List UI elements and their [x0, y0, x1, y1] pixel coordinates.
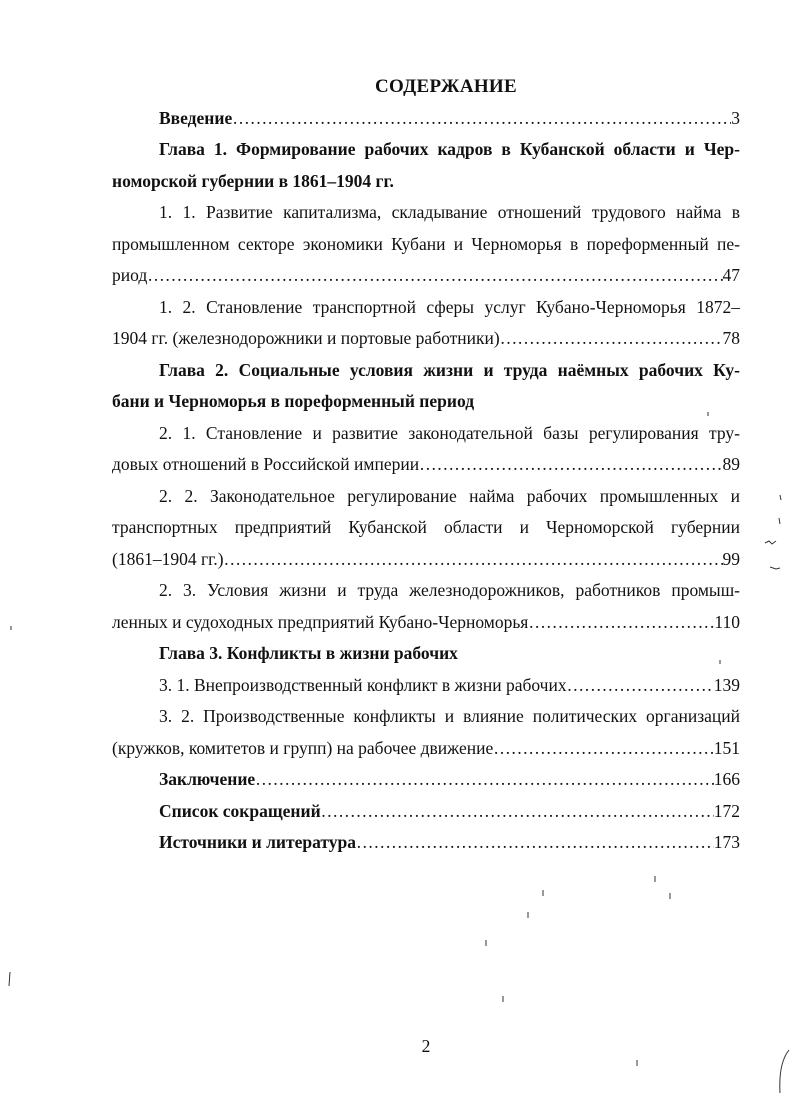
toc-entry-page: 172 — [713, 800, 740, 821]
section-2-3-line1[interactable]: 2. 3. Условия жизни и труда железнодорожников, работников промыш- — [159, 580, 740, 600]
toc-entry-intro[interactable] — [112, 103, 740, 135]
toc-chapter-2 — [112, 355, 740, 639]
section-3-2-line2: (кружков, комитетов и групп) на рабочее движение …………………………………………………………………………………………………………………………………………………………………… 151 — [112, 733, 740, 765]
page-number: 2 — [421, 1036, 431, 1056]
toc-intro — [112, 103, 740, 135]
section-1-2-line2: 1904 гг. (железнодорожники и портовые работники) …………………………………………………………………………………………………………………………………………………………………… 78 — [112, 323, 740, 355]
toc-entry-page: 78 — [722, 328, 740, 348]
section-2-1-line2: довых отношений в Российской империи …………………………………………………………………………………………………………………………………………………………………… 89 — [112, 449, 740, 481]
toc-chapter-1 — [112, 134, 740, 355]
section-2-2-line3: (1861–1904 гг.) …………………………………………………………………………………………………………………………………………………………………… 99 — [112, 544, 740, 576]
section-1-1-line1[interactable]: 1. 1. Развитие капитализма, складывание отношений трудового найма в — [159, 202, 740, 222]
toc-chapter-3 — [112, 638, 740, 859]
chapter-2-title-cont: бани и Черноморья в пореформенный период — [112, 391, 475, 411]
toc-entry-page: 47 — [722, 265, 740, 285]
toc-entry-sources[interactable]: Источники и литература …………………………………………………………………………………………………………………………………………………………………… 173 — [112, 827, 740, 859]
toc-entry-conclusion[interactable]: Заключение …………………………………………………………………………………………………………………………………………………………………… 166 — [112, 764, 740, 796]
chapter-2-title[interactable]: Глава 2. Социальные условия жизни и труда наёмных рабочих Ку- — [159, 359, 740, 380]
section-3-1[interactable]: 3. 1. Внепроизводственный конфликт в жизни рабочих …………………………………………………………………………………………………………………………………………………………………… 139 — [112, 670, 740, 702]
section-1-1-line2: промышленном секторе экономики Кубани и Черноморья в пореформенный пе- — [112, 233, 740, 254]
section-2-3-line2: ленных и судоходных предприятий Кубано-Черноморья …………………………………………………………………………………………………………………………………………………………………… 110 — [112, 607, 740, 639]
section-1-2-line1[interactable]: 1. 2. Становление транспортной сферы услуг Кубано-Черноморья 1872– — [159, 296, 740, 317]
toc-entry-page: 99 — [722, 548, 740, 569]
chapter-3-title[interactable]: Глава 3. Конфликты в жизни рабочих — [159, 643, 458, 663]
section-3-2-line1[interactable]: 3. 2. Производственные конфликты и влияние политических организаций — [159, 706, 740, 726]
toc-entry-abbreviations[interactable]: Список сокращений …………………………………………………………………………………………………………………………………………………………………… 172 — [112, 796, 740, 828]
toc-entry-label: Введение — [159, 108, 233, 128]
chapter-1-title[interactable]: Глава 1. Формирование рабочих кадров в Кубанской области и Чер- — [159, 139, 740, 159]
toc-entry-page: 173 — [713, 832, 740, 852]
section-2-2-line2: транспортных предприятий Кубанской области и Черноморской губернии — [112, 517, 740, 537]
toc-entry-page: 166 — [713, 769, 740, 789]
section-2-1-line1[interactable]: 2. 1. Становление и развитие законодательной базы регулирования тру- — [159, 422, 740, 443]
toc-entry-page: 110 — [714, 611, 740, 632]
section-2-2-line1[interactable]: 2. 2. Законодательное регулирование найма рабочих промышленных и — [159, 485, 740, 506]
toc-entry-page: 3 — [731, 108, 740, 128]
chapter-1-title-cont: номорской губернии в 1861–1904 гг. — [112, 170, 394, 191]
page-title: СОДЕРЖАНИЕ — [375, 76, 517, 97]
section-1-1-line3: риод …………………………………………………………………………………………………………………………………………………………………… 47 — [112, 260, 740, 292]
toc-entry-page: 89 — [722, 454, 740, 474]
toc-entry-page: 151 — [713, 737, 740, 758]
toc-entry-page: 139 — [713, 674, 740, 695]
